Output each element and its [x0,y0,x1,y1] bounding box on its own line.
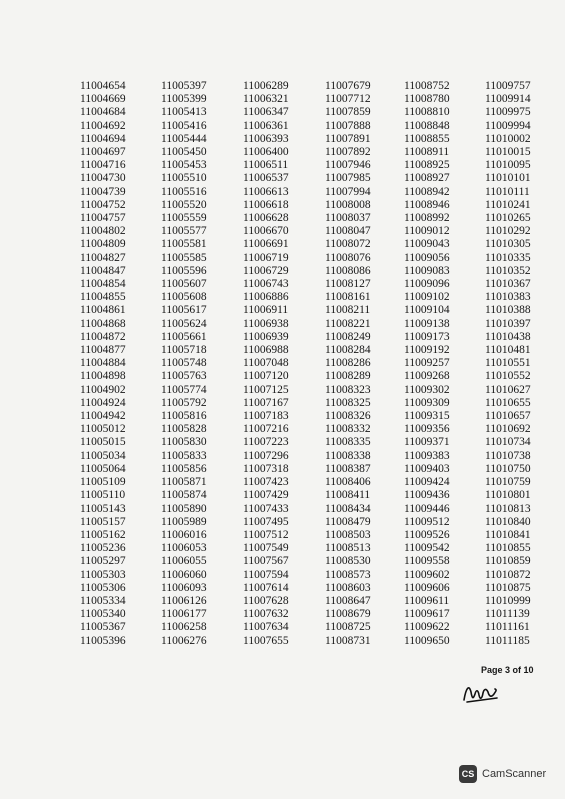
number-entry: 11004868 [80,317,126,330]
number-entry: 11007946 [325,159,371,172]
number-entry: 11005396 [80,634,126,647]
number-entry: 11004942 [80,410,126,423]
number-entry: 11005064 [80,462,126,475]
number-entry: 11007859 [325,106,371,119]
number-entry: 11009302 [404,383,450,396]
number-entry: 11009257 [404,357,450,370]
number-entry: 11005596 [161,264,207,277]
number-entry: 11005661 [161,330,207,343]
number-entry: 11008249 [325,330,371,343]
number-entry: 11009104 [404,304,450,317]
number-entry: 11006321 [243,93,289,106]
number-entry: 11008211 [325,304,371,317]
number-entry: 11009994 [485,119,531,132]
number-entry: 11008911 [404,146,450,159]
number-entry: 11008927 [404,172,450,185]
number-entry: 11005890 [161,502,207,515]
number-entry: 11009617 [404,608,450,621]
number-entry: 11005585 [161,251,207,264]
number-entry: 11007433 [243,502,289,515]
number-entry: 11006053 [161,542,207,555]
number-entry: 11009446 [404,502,450,515]
number-entry: 11004902 [80,383,126,396]
number-entry: 11005012 [80,423,126,436]
camscanner-watermark [459,765,546,783]
number-entry: 11008411 [325,489,371,502]
number-entry: 11006347 [243,106,289,119]
number-entry: 11010305 [485,238,531,251]
number-entry: 11008647 [325,594,371,607]
number-column-2 [161,80,207,648]
number-entry: 11007594 [243,568,289,581]
number-entry: 11006537 [243,172,289,185]
number-entry: 11008072 [325,238,371,251]
number-entry: 11007985 [325,172,371,185]
number-entry: 11006939 [243,330,289,343]
number-entry: 11008925 [404,159,450,172]
number-entry: 11008573 [325,568,371,581]
number-entry: 11009424 [404,476,450,489]
number-entry: 11005334 [80,594,126,607]
number-entry: 11009371 [404,436,450,449]
number-entry: 11010397 [485,317,531,330]
number-entry: 11005157 [80,515,126,528]
number-entry: 11005034 [80,449,126,462]
number-entry: 11010383 [485,291,531,304]
number-entry: 11007891 [325,132,371,145]
number-column-5 [404,80,450,648]
number-entry: 11008946 [404,198,450,211]
number-entry: 11008731 [325,634,371,647]
number-entry: 11005763 [161,370,207,383]
page-number: Page 3 of 10 [481,665,534,675]
number-entry: 11009043 [404,238,450,251]
number-entry: 11009526 [404,528,450,541]
number-entry: 11007223 [243,436,289,449]
number-entry: 11004730 [80,172,126,185]
number-entry: 11009436 [404,489,450,502]
number-entry: 11008479 [325,515,371,528]
number-entry: 11005162 [80,528,126,541]
number-entry: 11006258 [161,621,207,634]
number-entry: 11008335 [325,436,371,449]
number-entry: 11008780 [404,93,450,106]
number-entry: 11009602 [404,568,450,581]
number-entry: 11010292 [485,225,531,238]
number-entry: 11010855 [485,542,531,555]
number-entry: 11005617 [161,304,207,317]
number-entry: 11010738 [485,449,531,462]
number-entry: 11006511 [243,159,289,172]
number-entry: 11009315 [404,410,450,423]
number-entry: 11005303 [80,568,126,581]
number-entry: 11005559 [161,212,207,225]
number-entry: 11010872 [485,568,531,581]
number-entry: 11004684 [80,106,126,119]
number-entry: 11007216 [243,423,289,436]
number-entry: 11005828 [161,423,207,436]
number-entry: 11004752 [80,198,126,211]
number-entry: 11005444 [161,132,207,145]
number-entry: 11011161 [485,621,530,634]
number-entry: 11004692 [80,119,126,132]
number-entry: 11010759 [485,476,531,489]
number-entry: 11009914 [485,93,531,106]
number-entry: 11005830 [161,436,207,449]
number-entry: 11006886 [243,291,289,304]
number-entry: 11005774 [161,383,207,396]
number-entry: 11009012 [404,225,450,238]
number-entry: 11007892 [325,146,371,159]
number-entry: 11004757 [80,212,126,225]
number-entry: 11009056 [404,251,450,264]
number-entry: 11010015 [485,146,531,159]
number-entry: 11005516 [161,185,207,198]
number-entry: 11009558 [404,555,450,568]
number-entry: 11006060 [161,568,207,581]
number-entry: 11009268 [404,370,450,383]
number-entry: 11008289 [325,370,371,383]
number-entry: 11007994 [325,185,371,198]
number-entry: 11007495 [243,515,289,528]
number-entry: 11006093 [161,581,207,594]
number-entry: 11008855 [404,132,450,145]
number-entry: 11010095 [485,159,531,172]
number-entry: 11004827 [80,251,126,264]
number-entry: 11004855 [80,291,126,304]
number-entry: 11006276 [161,634,207,647]
number-entry: 11010750 [485,462,531,475]
number-entry: 11007296 [243,449,289,462]
number-entry: 11006729 [243,264,289,277]
number-entry: 11010875 [485,581,531,594]
number-entry: 11005143 [80,502,126,515]
number-entry: 11007632 [243,608,289,621]
number-entry: 11005510 [161,172,207,185]
number-entry: 11005109 [80,476,126,489]
number-entry: 11009542 [404,542,450,555]
number-entry: 11005871 [161,476,207,489]
number-entry: 11008725 [325,621,371,634]
number-entry: 11004697 [80,146,126,159]
number-entry: 11010335 [485,251,531,264]
number-entry: 11010734 [485,436,531,449]
number-entry: 11007888 [325,119,371,132]
number-entry: 11006393 [243,132,289,145]
number-entry: 11008008 [325,198,371,211]
number-entry: 11009192 [404,344,450,357]
signature-icon [461,680,501,706]
number-entry: 11008332 [325,423,371,436]
number-entry: 11005581 [161,238,207,251]
number-entry: 11008284 [325,344,371,357]
number-entry: 11006628 [243,212,289,225]
number-entry: 11004654 [80,80,126,92]
number-entry: 11011185 [485,634,530,647]
number-entry: 11008286 [325,357,371,370]
number-entry: 11004802 [80,225,126,238]
number-entry: 11007614 [243,581,289,594]
number-entry: 11010692 [485,423,531,436]
number-entry: 11007429 [243,489,289,502]
number-entry: 11011139 [485,608,530,621]
number-entry: 11008323 [325,383,371,396]
number-entry: 11007512 [243,528,289,541]
number-entry: 11006719 [243,251,289,264]
number-entry: 11005236 [80,542,126,555]
number-entry: 11008848 [404,119,450,132]
number-entry: 11009611 [404,594,450,607]
number-entry: 11010551 [485,357,531,370]
number-entry: 11006911 [243,304,289,317]
number-entry: 11010438 [485,330,531,343]
number-entry: 11007712 [325,93,371,106]
number-entry: 11004877 [80,344,126,357]
number-column-1 [80,80,126,648]
number-entry: 11008086 [325,264,371,277]
number-entry: 11007318 [243,462,289,475]
number-entry: 11010841 [485,528,531,541]
number-entry: 11009083 [404,264,450,277]
number-entry: 11009622 [404,621,450,634]
number-entry: 11009757 [485,80,531,92]
number-entry: 11005718 [161,344,207,357]
number-entry: 11009975 [485,106,531,119]
number-entry: 11004861 [80,304,126,317]
number-entry: 11010265 [485,212,531,225]
number-entry: 11006400 [243,146,289,159]
number-entry: 11010552 [485,370,531,383]
number-entry: 11008530 [325,555,371,568]
number-entry: 11006938 [243,317,289,330]
number-entry: 11005413 [161,106,207,119]
number-entry: 11008076 [325,251,371,264]
number-entry: 11005397 [161,80,207,92]
number-entry: 11006289 [243,80,289,92]
number-entry: 11004716 [80,159,126,172]
number-entry: 11005816 [161,410,207,423]
number-entry: 11008325 [325,396,371,409]
number-entry: 11006016 [161,528,207,541]
number-entry: 11004694 [80,132,126,145]
number-entry: 11010813 [485,502,531,515]
number-entry: 11008752 [404,80,450,92]
number-entry: 11004924 [80,396,126,409]
number-entry: 11007567 [243,555,289,568]
number-entry: 11006618 [243,198,289,211]
number-entry: 11008942 [404,185,450,198]
number-entry: 11010801 [485,489,531,502]
number-entry: 11010655 [485,396,531,409]
number-entry: 11006055 [161,555,207,568]
number-entry: 11010367 [485,278,531,291]
number-entry: 11006126 [161,594,207,607]
number-entry: 11005399 [161,93,207,106]
number-entry: 11007120 [243,370,289,383]
number-entry: 11010002 [485,132,531,145]
number-entry: 11010481 [485,344,531,357]
number-entry: 11010627 [485,383,531,396]
number-entry: 11005833 [161,449,207,462]
number-column-3 [243,80,289,648]
camscanner-logo-icon: CS [459,765,477,783]
number-entry: 11007679 [325,80,371,92]
number-entry: 11005110 [80,489,126,502]
number-entry: 11005989 [161,515,207,528]
number-entry: 11008221 [325,317,371,330]
number-entry: 11005520 [161,198,207,211]
number-entry: 11004847 [80,264,126,277]
number-entry: 11004854 [80,278,126,291]
number-entry: 11005624 [161,317,207,330]
number-entry: 11008992 [404,212,450,225]
number-entry: 11004809 [80,238,126,251]
number-entry: 11009309 [404,396,450,409]
number-entry: 11008810 [404,106,450,119]
number-entry: 11008338 [325,449,371,462]
number-entry: 11010241 [485,198,531,211]
number-entry: 11009138 [404,317,450,330]
number-entry: 11007549 [243,542,289,555]
number-entry: 11004884 [80,357,126,370]
number-entry: 11009403 [404,462,450,475]
number-entry: 11006988 [243,344,289,357]
number-entry: 11009173 [404,330,450,343]
number-entry: 11009512 [404,515,450,528]
number-entry: 11008513 [325,542,371,555]
number-entry: 11005297 [80,555,126,568]
number-entry: 11009650 [404,634,450,647]
number-entry: 11004898 [80,370,126,383]
number-entry: 11008127 [325,278,371,291]
number-entry: 11006743 [243,278,289,291]
number-column-6 [485,80,531,648]
number-entry: 11008037 [325,212,371,225]
number-entry: 11009356 [404,423,450,436]
number-entry: 11007634 [243,621,289,634]
number-entry: 11008434 [325,502,371,515]
number-entry: 11009606 [404,581,450,594]
number-entry: 11007183 [243,410,289,423]
number-entry: 11005367 [80,621,126,634]
number-entry: 11008047 [325,225,371,238]
number-entry: 11010859 [485,555,531,568]
number-entry: 11004669 [80,93,126,106]
number-entry: 11005792 [161,396,207,409]
number-entry: 11008387 [325,462,371,475]
number-entry: 11010111 [485,185,530,198]
number-entry: 11010999 [485,594,531,607]
number-entry: 11005748 [161,357,207,370]
number-entry: 11008326 [325,410,371,423]
number-entry: 11005015 [80,436,126,449]
number-entry: 11007167 [243,396,289,409]
number-entry: 11007423 [243,476,289,489]
number-entry: 11008406 [325,476,371,489]
number-entry: 11005340 [80,608,126,621]
number-entry: 11006361 [243,119,289,132]
number-entry: 11010840 [485,515,531,528]
number-entry: 11005306 [80,581,126,594]
number-entry: 11009102 [404,291,450,304]
number-entry: 11005416 [161,119,207,132]
number-entry: 11006177 [161,608,207,621]
number-entry: 11005856 [161,462,207,475]
number-entry: 11005874 [161,489,207,502]
number-column-4 [325,80,371,648]
number-entry: 11007655 [243,634,289,647]
number-entry: 11004872 [80,330,126,343]
camscanner-label: CamScanner [482,768,547,780]
number-entry: 11008503 [325,528,371,541]
number-entry: 11010388 [485,304,531,317]
number-entry: 11009096 [404,278,450,291]
number-entry: 11005453 [161,159,207,172]
number-entry: 11005577 [161,225,207,238]
number-entry: 11010101 [485,172,531,185]
number-entry: 11007628 [243,594,289,607]
number-entry: 11008679 [325,608,371,621]
number-entry: 11005607 [161,278,207,291]
number-entry: 11010352 [485,264,531,277]
number-entry: 11006613 [243,185,289,198]
number-entry: 11008603 [325,581,371,594]
number-entry: 11004739 [80,185,126,198]
number-entry: 11008161 [325,291,371,304]
number-entry: 11007048 [243,357,289,370]
number-entry: 11009383 [404,449,450,462]
number-entry: 11005608 [161,291,207,304]
number-entry: 11007125 [243,383,289,396]
number-entry: 11006670 [243,225,289,238]
number-entry: 11010657 [485,410,531,423]
number-entry: 11006691 [243,238,289,251]
number-entry: 11005450 [161,146,207,159]
